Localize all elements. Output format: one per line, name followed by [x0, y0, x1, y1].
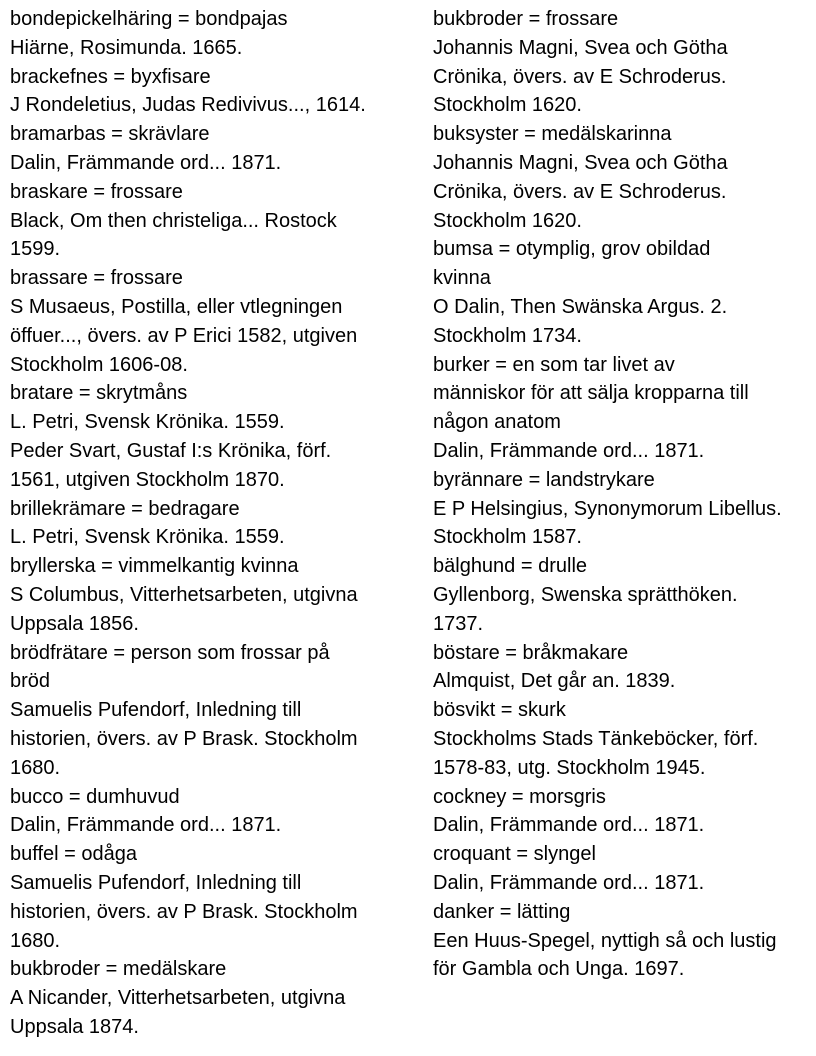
- text-line: bondepickelhäring = bondpajas: [10, 8, 288, 30]
- text-line: 1680.: [10, 756, 61, 779]
- text-line: någon anatom: [433, 411, 561, 434]
- text-line: människor för att sälja kropparna till: [433, 382, 749, 405]
- text-line: Dalin, Främmande ord... 1871.: [433, 871, 705, 894]
- text-line: E P Helsingius, Synonymorum Libellus.: [433, 497, 782, 520]
- text-line: Dalin, Främmande ord... 1871.: [10, 151, 282, 174]
- text-line: Uppsala 1856.: [10, 612, 139, 635]
- text-line: bryllerska = vimmelkantig kvinna: [10, 555, 299, 578]
- text-line: brassare = frossare: [10, 267, 183, 290]
- text-line: Samuelis Pufendorf, Inledning till: [10, 699, 302, 722]
- text-line: buffel = odåga: [10, 843, 137, 866]
- text-line: cockney = morsgris: [433, 785, 606, 808]
- text-line: Almquist, Det går an. 1839.: [433, 670, 676, 693]
- text-line: böstare = bråkmakare: [433, 641, 629, 664]
- text-line: Stockholm 1620.: [433, 94, 582, 117]
- text-line: A Nicander, Vitterhetsarbeten, utgivna: [10, 987, 346, 1010]
- text-line: S Musaeus, Postilla, eller vtlegningen: [10, 295, 343, 318]
- text-line: öffuer..., övers. av P Erici 1582, utgiven: [10, 324, 358, 347]
- text-line: 1680.: [10, 929, 61, 952]
- text-line: Stockholm 1606-08.: [10, 353, 188, 376]
- text-line: Crönika, övers. av E Schroderus.: [433, 180, 727, 203]
- text-line: brillekrämare = bedragare: [10, 497, 240, 520]
- text-line: Stockholm 1734.: [433, 324, 582, 347]
- text-line: S Columbus, Vitterhetsarbeten, utgivna: [10, 583, 358, 606]
- text-line: Hiärne, Rosimunda. 1665.: [10, 36, 243, 59]
- text-line: bucco = dumhuvud: [10, 785, 180, 808]
- text-line: historien, övers. av P Brask. Stockholm: [10, 727, 358, 750]
- text-line: 1599.: [10, 238, 61, 261]
- text-line: Stockholms Stads Tänkeböcker, förf.: [433, 727, 759, 750]
- text-line: brackefnes = byxfisare: [10, 65, 211, 88]
- text-line: Johannis Magni, Svea och Götha: [433, 36, 728, 59]
- text-line: braskare = frossare: [10, 180, 183, 203]
- text-line: brödfrätare = person som frossar på: [10, 641, 330, 664]
- text-line: byrännare = landstrykare: [433, 468, 655, 491]
- text-line: för Gambla och Unga. 1697.: [433, 958, 685, 981]
- text-line: kvinna: [433, 267, 491, 290]
- text-line: Samuelis Pufendorf, Inledning till: [10, 871, 302, 894]
- right-column: [433, 5, 813, 984]
- text-line: Peder Svart, Gustaf I:s Krönika, förf.: [10, 439, 332, 462]
- text-line: J Rondeletius, Judas Redivivus..., 1614.: [10, 94, 366, 117]
- text-line: L. Petri, Svensk Krönika. 1559.: [10, 411, 285, 434]
- text-line: 1578-83, utg. Stockholm 1945.: [433, 756, 706, 779]
- text-line: croquant = slyngel: [433, 843, 596, 866]
- text-line: Uppsala 1874.: [10, 1015, 139, 1038]
- text-line: bukbroder = medälskare: [10, 958, 227, 981]
- text-line: 1737.: [433, 612, 484, 635]
- text-line: danker = lätting: [433, 900, 571, 923]
- text-line: bramarbas = skrävlare: [10, 123, 210, 146]
- text-line: historien, övers. av P Brask. Stockholm: [10, 900, 358, 923]
- text-line: bukbroder = frossare: [433, 8, 619, 30]
- text-line: Johannis Magni, Svea och Götha: [433, 151, 728, 174]
- text-line: Gyllenborg, Swenska sprätthöken.: [433, 583, 738, 606]
- text-line: bratare = skrytmåns: [10, 382, 188, 405]
- text-line: Dalin, Främmande ord... 1871.: [433, 814, 705, 837]
- text-line: Black, Om then christeliga... Rostock: [10, 209, 337, 232]
- text-line: Dalin, Främmande ord... 1871.: [10, 814, 282, 837]
- text-line: L. Petri, Svensk Krönika. 1559.: [10, 526, 285, 549]
- text-line: bumsa = otymplig, grov obildad: [433, 238, 711, 261]
- text-line: Dalin, Främmande ord... 1871.: [433, 439, 705, 462]
- text-line: Stockholm 1620.: [433, 209, 582, 232]
- text-line: bälghund = drulle: [433, 555, 588, 578]
- text-line: bröd: [10, 670, 51, 693]
- text-line: Een Huus-Spegel, nyttigh så och lustig: [433, 929, 777, 952]
- text-line: bösvikt = skurk: [433, 699, 566, 722]
- text-line: Crönika, övers. av E Schroderus.: [433, 65, 727, 88]
- text-line: O Dalin, Then Swänska Argus. 2.: [433, 295, 728, 318]
- left-column: [10, 5, 410, 1042]
- text-line: 1561, utgiven Stockholm 1870.: [10, 468, 285, 491]
- text-line: Stockholm 1587.: [433, 526, 582, 549]
- text-line: buksyster = medälskarinna: [433, 123, 672, 146]
- text-line: burker = en som tar livet av: [433, 353, 675, 376]
